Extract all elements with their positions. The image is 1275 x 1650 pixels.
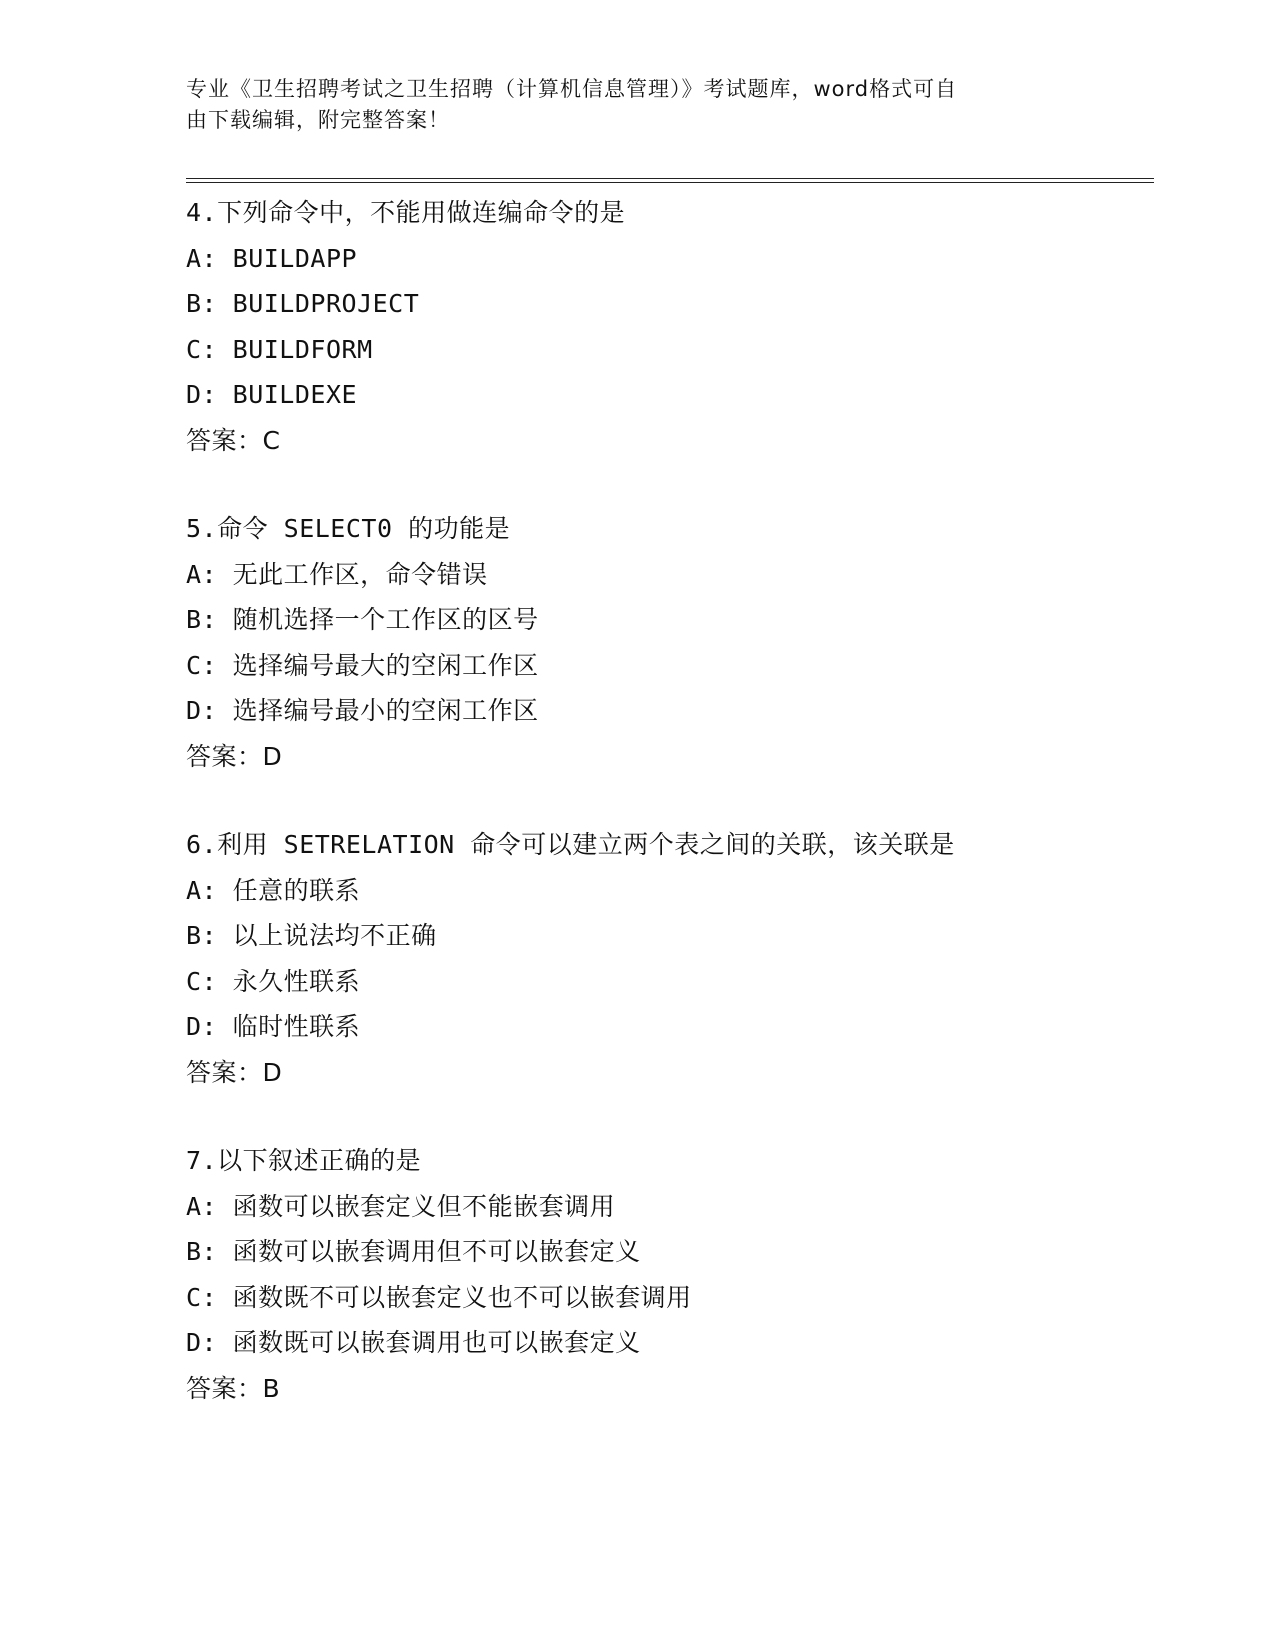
question-4 [186, 190, 1146, 463]
answer: 答案：D [186, 1057, 283, 1087]
header-line-1: 专业《卫生招聘考试之卫生招聘（计算机信息管理）》考试题库，word格式可自 [186, 77, 958, 101]
option-c: C: 选择编号最大的空闲工作区 [186, 650, 539, 680]
option-b: B: 以上说法均不正确 [186, 921, 437, 950]
option-d: D: BUILDEXE [186, 380, 358, 409]
option-c: C: 函数既不可以嵌套定义也不可以嵌套调用 [186, 1282, 692, 1312]
header-divider-top [186, 178, 1154, 179]
question-stem: 7.以下叙述正确的是 [186, 1146, 422, 1175]
question-5 [186, 506, 1146, 779]
answer: 答案：C [186, 425, 281, 455]
option-d: D: 临时性联系 [186, 1012, 361, 1041]
option-d: D: 函数既可以嵌套调用也可以嵌套定义 [186, 1328, 641, 1357]
option-a: A: BUILDAPP [186, 243, 358, 273]
document-header [186, 74, 1086, 136]
question-list [186, 190, 1146, 1454]
question-6 [186, 822, 1146, 1095]
option-c: C: 永久性联系 [186, 966, 361, 996]
option-b: B: 随机选择一个工作区的区号 [186, 605, 539, 634]
option-b: B: BUILDPROJECT [186, 289, 420, 318]
question-7 [186, 1138, 1146, 1411]
option-a: A: 任意的联系 [186, 875, 361, 905]
option-a: A: 函数可以嵌套定义但不能嵌套调用 [186, 1191, 616, 1221]
option-d: D: 选择编号最小的空闲工作区 [186, 696, 539, 725]
question-stem: 4.下列命令中，不能用做连编命令的是 [186, 198, 626, 227]
answer: 答案：B [186, 1373, 281, 1403]
option-a: A: 无此工作区，命令错误 [186, 559, 488, 589]
header-divider-bottom [186, 182, 1154, 183]
option-b: B: 函数可以嵌套调用但不可以嵌套定义 [186, 1237, 641, 1266]
question-stem: 5.命令 SELECT0 的功能是 [186, 514, 511, 543]
header-line-2: 由下载编辑，附完整答案！ [186, 108, 450, 132]
answer: 答案：D [186, 741, 283, 771]
option-c: C: BUILDFORM [186, 334, 373, 364]
question-stem: 6.利用 SETRELATION 命令可以建立两个表之间的关联，该关联是 [186, 830, 955, 859]
